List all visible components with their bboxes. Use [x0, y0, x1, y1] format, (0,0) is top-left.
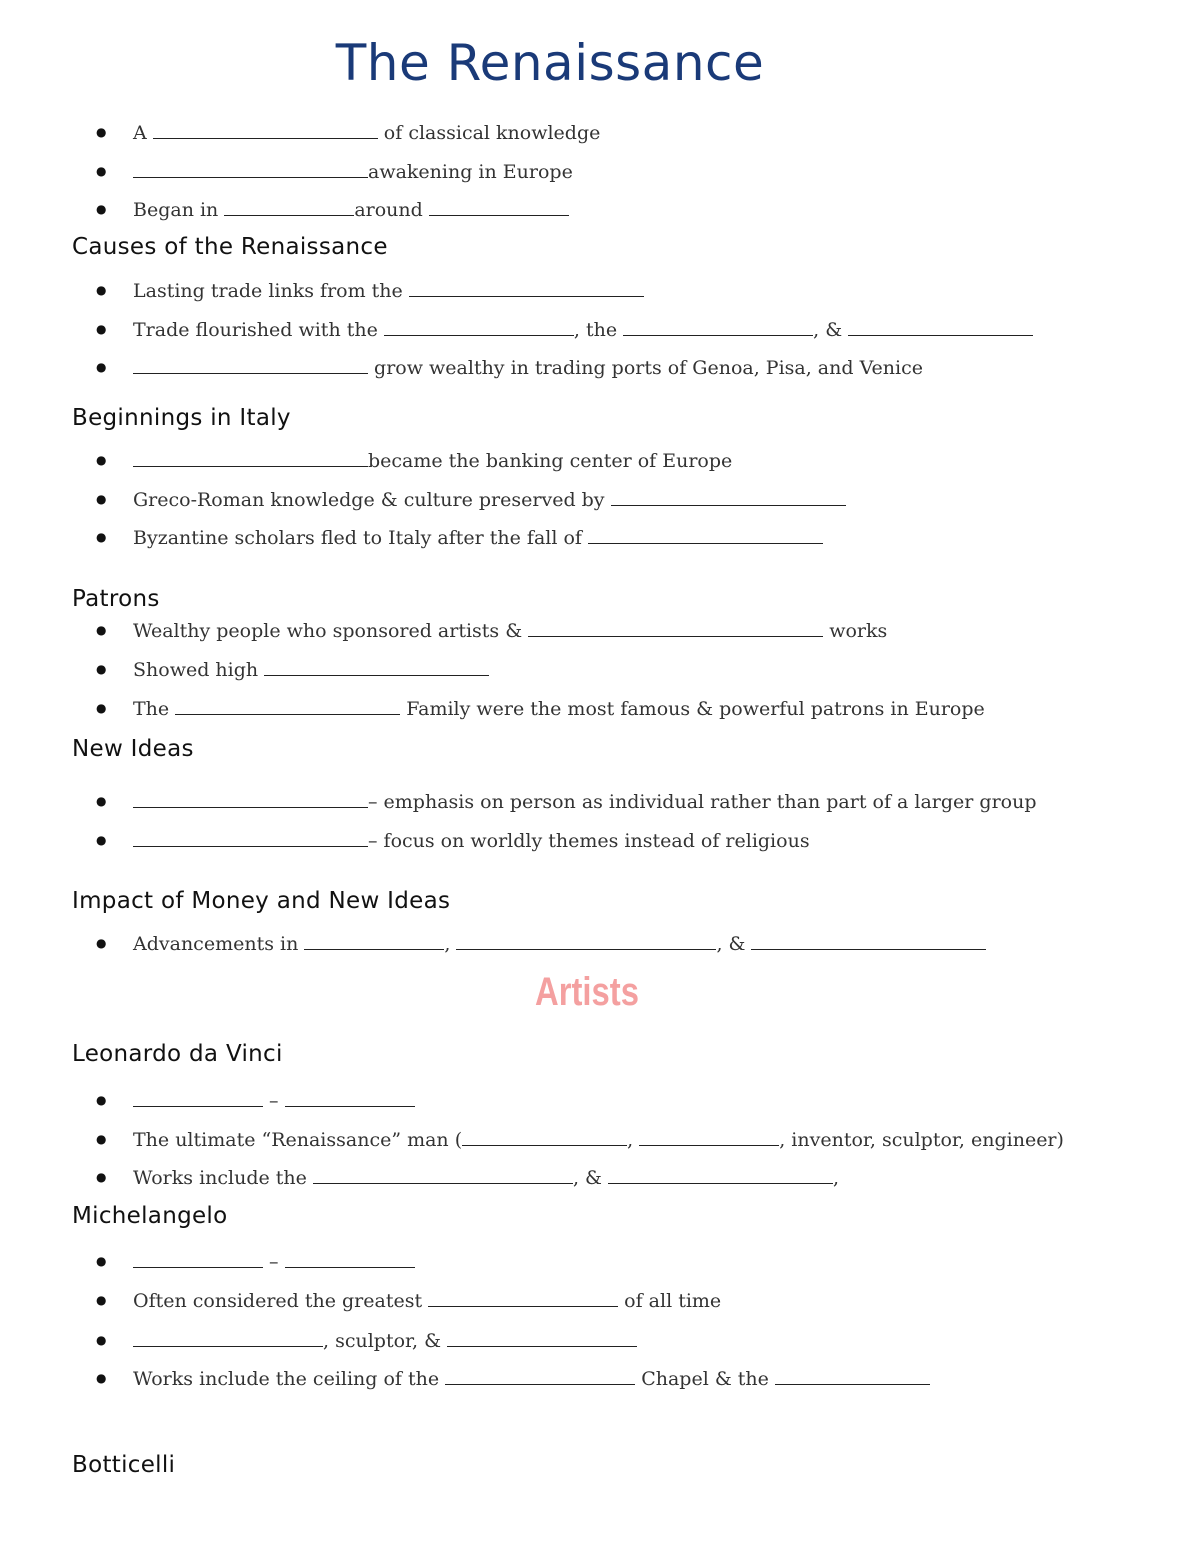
list-item: ● – — [0, 1249, 1150, 1273]
section-heading-patrons: Patrons — [72, 586, 160, 612]
impact-list — [0, 931, 1150, 955]
blank-line[interactable] — [285, 1249, 415, 1268]
artists-title: Artists — [535, 970, 639, 1014]
ideas-list — [0, 789, 1150, 852]
blank-line[interactable] — [133, 789, 368, 808]
list-item: ● The Family were the most famous & powerful patrons in Europe — [0, 696, 1150, 720]
blank-line[interactable] — [264, 657, 489, 676]
blank-line[interactable] — [384, 317, 574, 336]
blank-line[interactable] — [175, 696, 400, 715]
list-item: ● – emphasis on person as individual rather than part of a larger group — [0, 789, 1150, 813]
blank-line[interactable] — [133, 1249, 263, 1268]
blank-line[interactable] — [153, 120, 378, 139]
list-item: ● grow wealthy in trading ports of Genoa, Pisa, and Venice — [0, 355, 1150, 379]
italy-list — [0, 448, 1150, 549]
blank-line[interactable] — [639, 1127, 779, 1146]
blank-line[interactable] — [133, 828, 368, 847]
list-item: ● Works include the , & , — [0, 1165, 1150, 1189]
list-item: ● Often considered the greatest of all time — [0, 1288, 1150, 1312]
section-heading-michelangelo: Michelangelo — [72, 1203, 228, 1229]
blank-line[interactable] — [409, 278, 644, 297]
list-item: ● , sculptor, & — [0, 1328, 1150, 1352]
blank-line[interactable] — [462, 1127, 627, 1146]
michelangelo-list — [0, 1249, 1150, 1390]
blank-line[interactable] — [133, 1328, 323, 1347]
section-heading-new-ideas: New Ideas — [72, 736, 194, 762]
blank-line[interactable] — [304, 931, 444, 950]
section-heading-causes: Causes of the Renaissance — [72, 234, 388, 260]
page-title: The Renaissance — [335, 34, 765, 92]
blank-line[interactable] — [528, 618, 823, 637]
list-item: ● Trade flourished with the , the , & — [0, 317, 1150, 341]
list-item: ● Began in around — [0, 197, 1150, 221]
blank-line[interactable] — [588, 525, 823, 544]
section-heading-davinci: Leonardo da Vinci — [72, 1041, 283, 1067]
blank-line[interactable] — [623, 317, 813, 336]
list-item: ● – — [0, 1088, 1150, 1112]
blank-line[interactable] — [224, 197, 354, 216]
list-item: ● Greco-Roman knowledge & culture preserved by — [0, 487, 1150, 511]
blank-line[interactable] — [428, 1288, 618, 1307]
blank-line[interactable] — [133, 355, 368, 374]
blank-line[interactable] — [285, 1088, 415, 1107]
blank-line[interactable] — [429, 197, 569, 216]
blank-line[interactable] — [133, 159, 368, 178]
list-item: ● A of classical knowledge — [0, 120, 1150, 144]
list-item: ● became the banking center of Europe — [0, 448, 1150, 472]
section-heading-impact: Impact of Money and New Ideas — [72, 888, 451, 914]
blank-line[interactable] — [848, 317, 1033, 336]
list-item: ● Works include the ceiling of the Chapel & the — [0, 1366, 1150, 1390]
blank-line[interactable] — [608, 1165, 833, 1184]
blank-line[interactable] — [445, 1366, 635, 1385]
blank-line[interactable] — [611, 487, 846, 506]
section-heading-italy: Beginnings in Italy — [72, 405, 291, 431]
list-item: ● awakening in Europe — [0, 159, 1150, 183]
blank-line[interactable] — [313, 1165, 573, 1184]
list-item: ● The ultimate “Renaissance” man ( , , inventor, sculptor, engineer) — [0, 1127, 1150, 1151]
list-item: ● – focus on worldly themes instead of religious — [0, 828, 1150, 852]
list-item: ● Byzantine scholars fled to Italy after the fall of — [0, 525, 1150, 549]
list-item: ● Wealthy people who sponsored artists & works — [0, 618, 1150, 642]
section-heading-botticelli: Botticelli — [72, 1452, 176, 1478]
causes-list — [0, 278, 1150, 379]
blank-line[interactable] — [447, 1328, 637, 1347]
list-item: ● Showed high — [0, 657, 1150, 681]
intro-list — [0, 120, 1150, 221]
blank-line[interactable] — [775, 1366, 930, 1385]
blank-line[interactable] — [456, 931, 716, 950]
davinci-list — [0, 1088, 1150, 1189]
list-item: ● Lasting trade links from the — [0, 278, 1150, 302]
blank-line[interactable] — [751, 931, 986, 950]
patrons-list — [0, 618, 1150, 720]
list-item: ● Advancements in , , & — [0, 931, 1150, 955]
blank-line[interactable] — [133, 448, 368, 467]
blank-line[interactable] — [133, 1088, 263, 1107]
